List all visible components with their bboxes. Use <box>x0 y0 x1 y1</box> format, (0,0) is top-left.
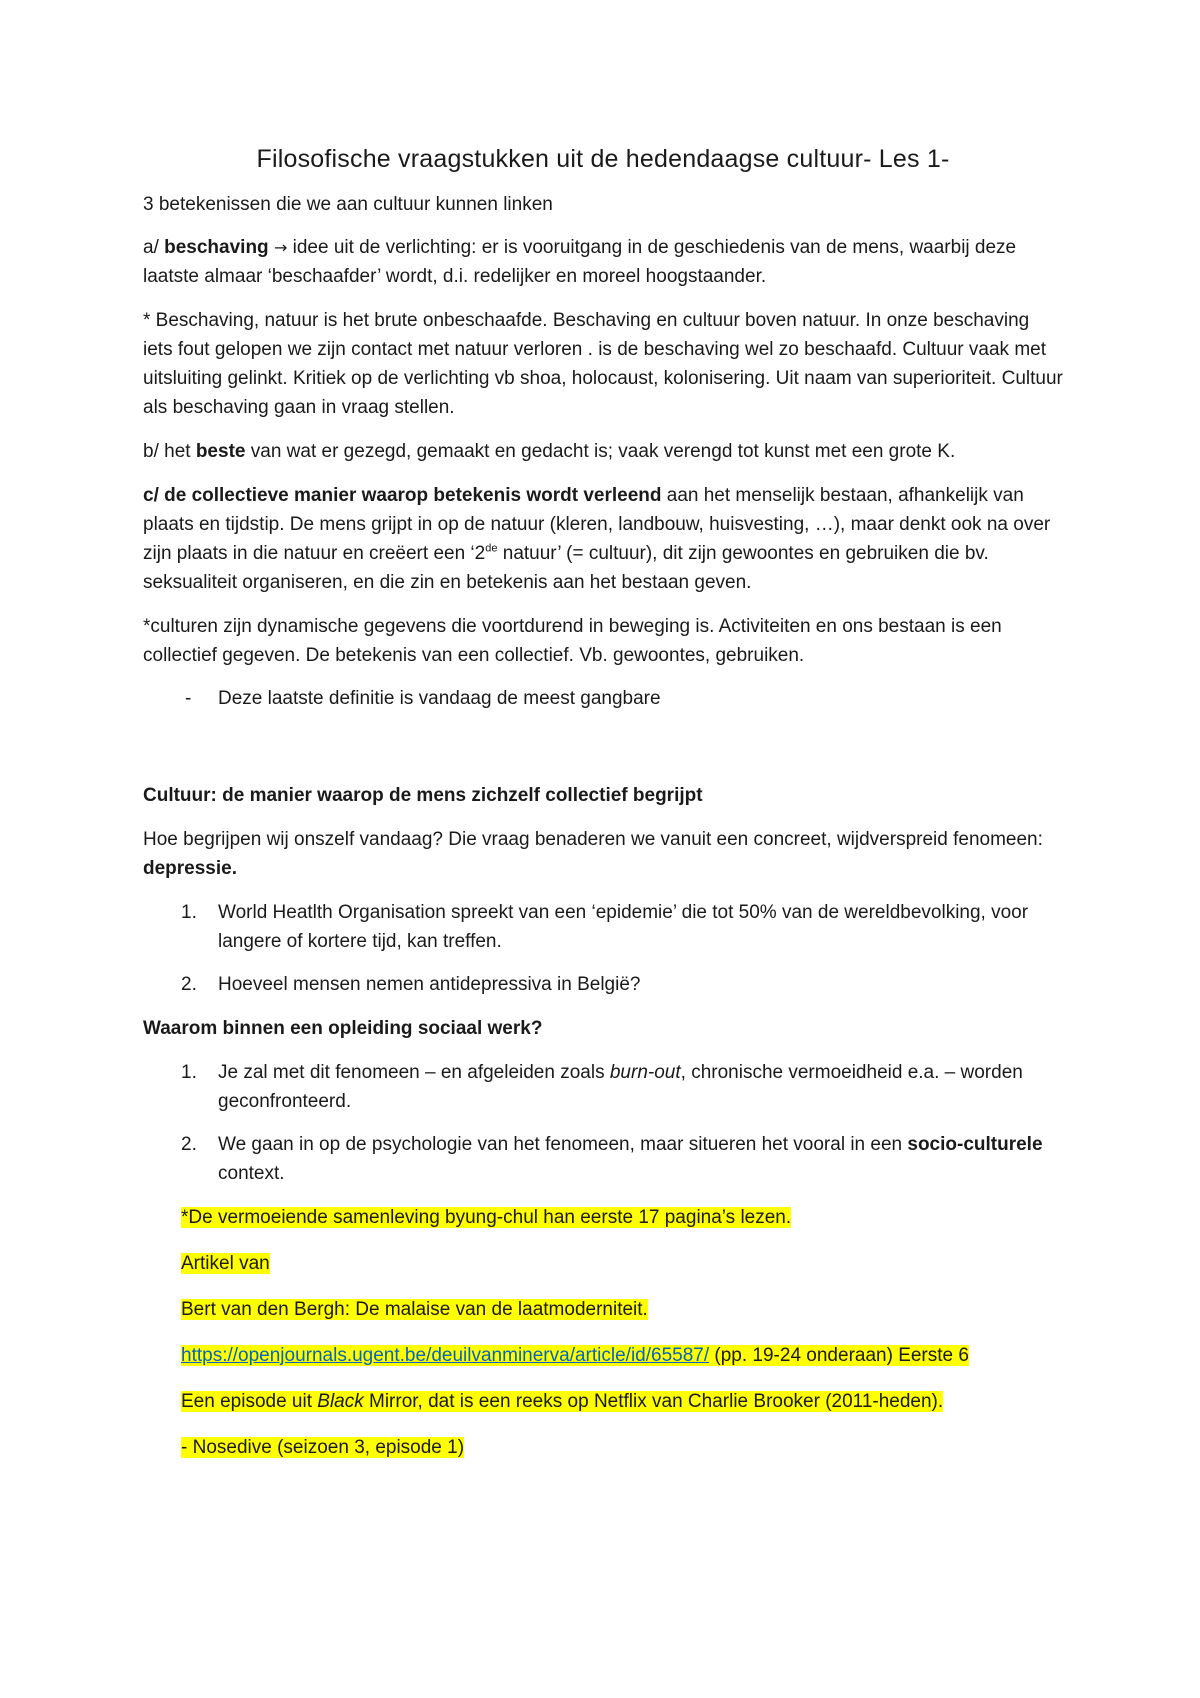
section-culture-term: depressie. <box>143 858 237 879</box>
reading-item <box>181 1249 1063 1278</box>
list-item-text-pre: Je zal met dit fenomeen – en afgeleiden zoals <box>218 1062 610 1083</box>
episode-pre: Een episode uit <box>181 1391 318 1412</box>
section-culture-body: Hoe begrijpen wij onszelf vandaag? Die vraag benaderen we vanuit een concreet, wijdverspreid fenomeen: <box>143 829 1043 850</box>
note-cultures: *culturen zijn dynamische gegevens die voortdurend in beweging is. Activiteiten en ons bestaan is een collectief gegeven. De betekenis van een collectief. Vb. gewoontes, gebruiken. <box>143 616 1002 666</box>
meaning-c <box>143 481 1063 597</box>
document-body <box>143 142 1063 1479</box>
episode-emphasis: Black <box>317 1391 364 1412</box>
list-item-text: Hoeveel mensen nemen antidepressiva in België? <box>218 974 641 995</box>
spacer <box>143 727 1063 781</box>
reading-item <box>181 1341 1063 1370</box>
numbered-list-depression <box>143 898 1063 999</box>
meaning-c-text-1: aan het menselijk bestaan, afhankelijk van plaats en tijdstip. De mens grijpt in op de natuur (kleren, landbouw, huisvesting, …), maar denkt ook na over zijn plaats in die natuur en creëert een ‘2 <box>143 485 1051 564</box>
list-number: 2. <box>181 1134 197 1155</box>
list-item <box>143 1130 1063 1188</box>
numbered-list-social-work <box>143 1058 1063 1188</box>
dash-item-text: Deze laatste definitie is vandaag de meest gangbare <box>218 688 661 709</box>
meaning-c-term: c/ de collectieve manier waarop betekenis wordt verleend <box>143 485 662 506</box>
list-number: 1. <box>181 902 197 923</box>
list-item-text-post: , chronische vermoeidheid e.a. – worden geconfronteerd. <box>218 1062 1023 1112</box>
meaning-b-term: beste <box>195 441 246 462</box>
reading-item <box>181 1295 1063 1324</box>
link-suffix: (pp. 19-24 onderaan) Eerste 6 <box>709 1345 969 1366</box>
reading-item <box>181 1433 1063 1462</box>
highlighted-text: Bert van den Bergh: De malaise van de laatmoderniteit. <box>181 1299 648 1320</box>
meaning-a-prefix: a/ <box>143 237 165 258</box>
reading-item <box>181 1387 1063 1416</box>
article-link[interactable]: https://openjournals.ugent.be/deuilvanminerva/article/id/65587/ <box>181 1345 710 1366</box>
highlighted-text: *De vermoeiende samenleving byung-chul han eerste 17 pagina’s lezen. <box>181 1207 792 1228</box>
highlighted-reading-list <box>143 1203 1063 1462</box>
meaning-c-text-2: natuur’ (= cultuur), dit zijn gewoontes en gebruiken die bv. seksualiteit organiseren, en die zin en betekenis aan het bestaan geven. <box>143 543 989 593</box>
document-title: Filosofische vraagstukken uit de hedendaagse cultuur- Les 1- <box>256 145 950 173</box>
dash-bullet: - <box>185 688 192 709</box>
section-heading-social-work: Waarom binnen een opleiding sociaal werk? <box>143 1018 543 1039</box>
meaning-b-prefix: b/ het <box>143 441 196 462</box>
meaning-b <box>143 437 1063 466</box>
list-item <box>143 970 1063 999</box>
list-item-text: World Heatlth Organisation spreekt van een ‘epidemie’ die tot 50% van de wereldbevolking, voor langere of kortere tijd, kan treffen. <box>218 902 1029 952</box>
list-item-emphasis: burn-out <box>609 1062 681 1083</box>
list-item-term: socio-culturele <box>907 1134 1043 1155</box>
meaning-b-text: van wat er gezegd, gemaakt en gedacht is; vaak verengd tot kunst met een grote K. <box>245 441 956 462</box>
dash-list-item <box>143 684 1063 713</box>
section-heading-culture: Cultuur: de manier waarop de mens zichzelf collectief begrijpt <box>143 785 703 806</box>
highlighted-text: - Nosedive (seizoen 3, episode 1) <box>181 1437 465 1458</box>
intro-line: 3 betekenissen die we aan cultuur kunnen linken <box>143 194 553 215</box>
reading-item <box>181 1203 1063 1232</box>
meaning-a-text: idee uit de verlichting: er is vooruitgang in de geschiedenis van de mens, waarbij deze laatste almaar ‘beschaafder’ wordt, d.i. redelijker en moreel hoogstaander. <box>143 237 1017 287</box>
note-civilisation: * Beschaving, natuur is het brute onbeschaafde. Beschaving en cultuur boven natuur. In onze beschaving iets fout gelopen we zijn contact met natuur verloren . is de beschaving wel zo beschaafd. Cultuur vaak met uitsluiting gelinkt. Kritiek op de verlichting vb shoa, holocaust, kolonisering. Uit naam van superioriteit. Cultuur als beschaving gaan in vraag stellen. <box>143 310 1063 418</box>
list-number: 2. <box>181 974 197 995</box>
list-item-text-pre: We gaan in op de psychologie van het fenomeen, maar situeren het vooral in een <box>218 1134 908 1155</box>
highlighted-text <box>181 1391 943 1412</box>
meaning-a-term: beschaving <box>164 237 269 258</box>
episode-post: Mirror, dat is een reeks op Netflix van Charlie Brooker (2011-heden). <box>363 1391 944 1412</box>
right-arrow-icon: → <box>273 238 288 257</box>
list-item <box>143 898 1063 956</box>
meaning-a <box>143 233 1063 291</box>
highlighted-link-wrap <box>181 1345 969 1366</box>
highlighted-text: Artikel van <box>181 1253 270 1274</box>
list-number: 1. <box>181 1062 197 1083</box>
list-item-text-post: context. <box>218 1163 285 1184</box>
section-culture-text <box>143 825 1063 883</box>
meaning-c-sup: de <box>485 542 498 555</box>
list-item <box>143 1058 1063 1116</box>
